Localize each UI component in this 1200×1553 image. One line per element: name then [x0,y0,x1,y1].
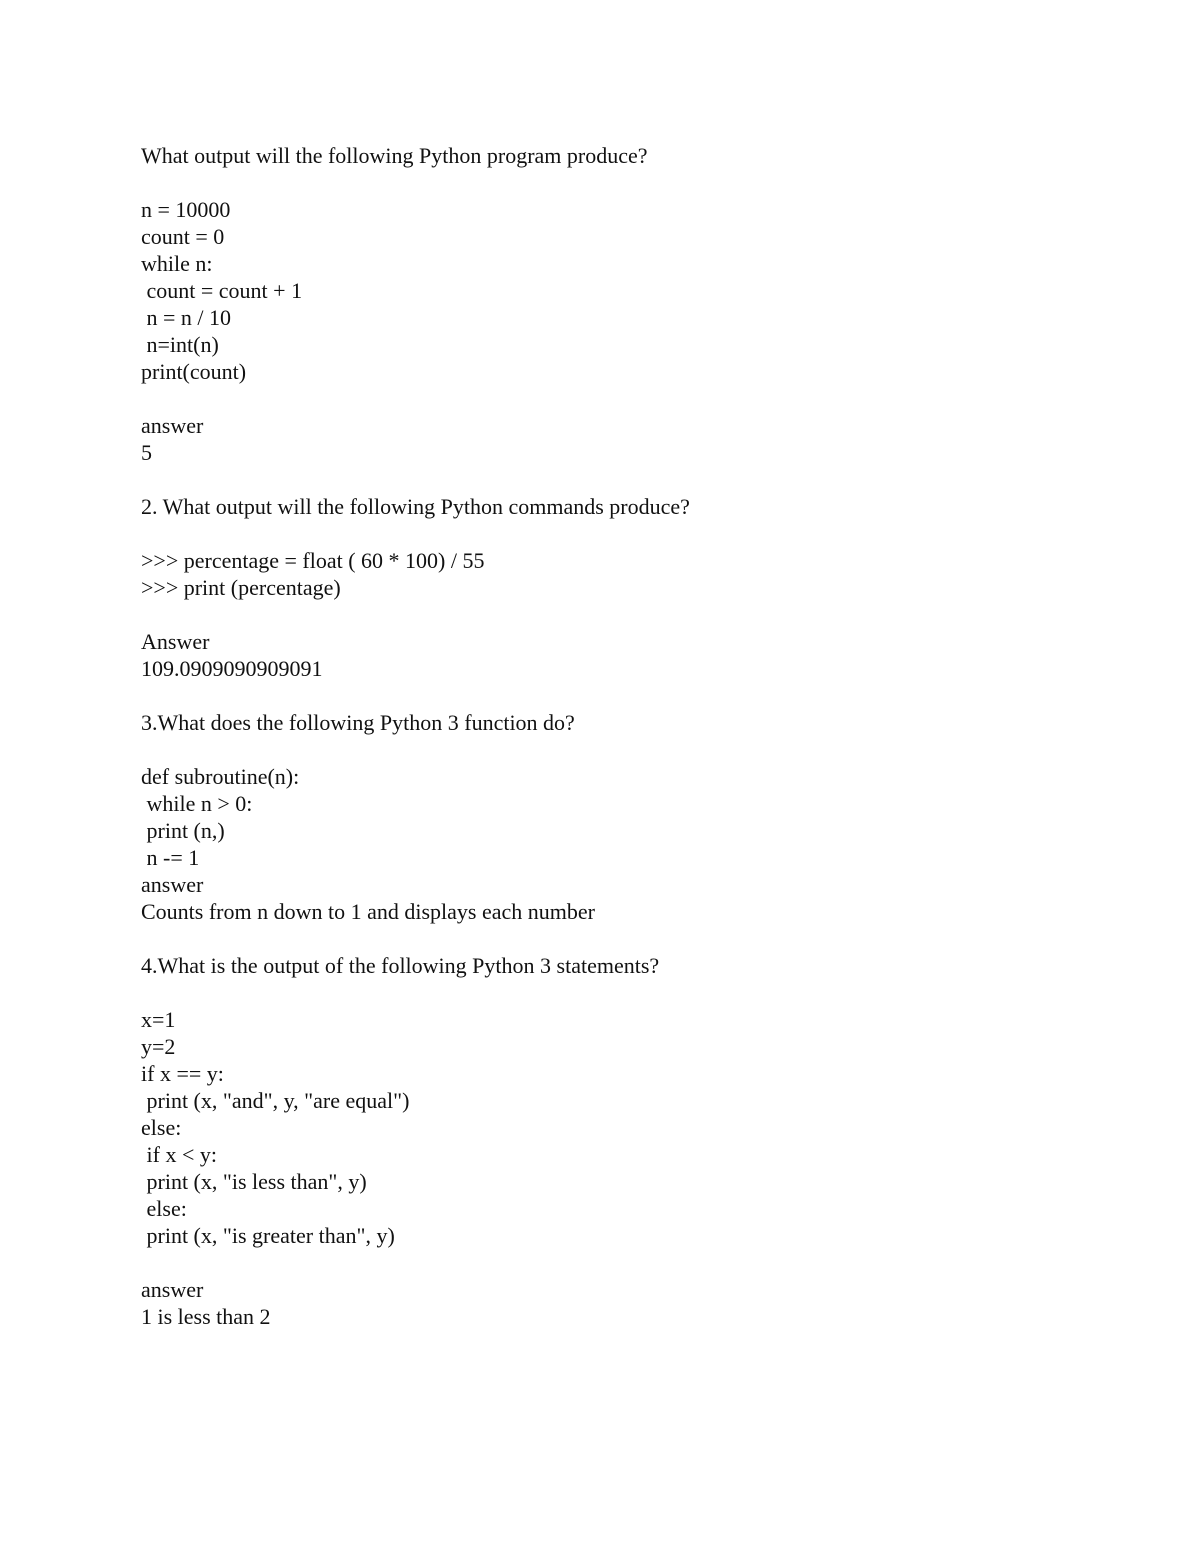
question-3-answer-label: answer [141,872,204,897]
question-4-answer: 1 is less than 2 [141,1304,271,1329]
code-line: while n: [141,251,213,276]
code-line: while n > 0: [141,791,253,816]
question-1-text: What output will the following Python program produce? [141,143,648,168]
question-3-text: 3.What does the following Python 3 function do? [141,710,575,735]
code-line: else: [141,1196,187,1221]
spacer [141,736,1141,763]
spacer [141,1249,1141,1276]
spacer [141,925,1141,952]
spacer [141,601,1141,628]
code-line: >>> print (percentage) [141,575,341,600]
question-2-answer: 109.0909090909091 [141,656,323,681]
question-3-code [141,763,1141,871]
code-line: if x == y: [141,1061,224,1086]
code-line: print (x, "is greater than", y) [141,1223,395,1248]
question-4-text: 4.What is the output of the following Python 3 statements? [141,953,660,978]
code-line: print (x, "and", y, "are equal") [141,1088,410,1113]
code-line: if x < y: [141,1142,217,1167]
question-3-answer: Counts from n down to 1 and displays each number [141,899,595,924]
code-line: n=int(n) [141,332,219,357]
question-1 [141,142,1141,466]
question-1-code [141,196,1141,385]
question-4 [141,952,1141,1330]
code-line: x=1 [141,1007,176,1032]
code-line: n = n / 10 [141,305,232,330]
spacer [141,466,1141,493]
code-line: def subroutine(n): [141,764,300,789]
question-2 [141,493,1141,682]
code-line: else: [141,1115,182,1140]
code-line: print(count) [141,359,247,384]
code-line: print (x, "is less than", y) [141,1169,367,1194]
code-line: n = 10000 [141,197,231,222]
question-3 [141,709,1141,925]
spacer [141,520,1141,547]
code-line: count = 0 [141,224,225,249]
code-line: print (n,) [141,818,225,843]
spacer [141,169,1141,196]
code-line: >>> percentage = float ( 60 * 100) / 55 [141,548,485,573]
question-2-text: 2. What output will the following Python commands produce? [141,494,690,519]
question-1-answer-label: answer [141,413,204,438]
question-4-code [141,1006,1141,1249]
question-2-answer-label: Answer [141,629,210,654]
document-page [141,142,1141,1330]
spacer [141,979,1141,1006]
question-2-code [141,547,1141,601]
code-line: n -= 1 [141,845,200,870]
question-1-answer: 5 [141,440,152,465]
code-line: count = count + 1 [141,278,303,303]
question-4-answer-label: answer [141,1277,204,1302]
spacer [141,682,1141,709]
spacer [141,385,1141,412]
code-line: y=2 [141,1034,176,1059]
